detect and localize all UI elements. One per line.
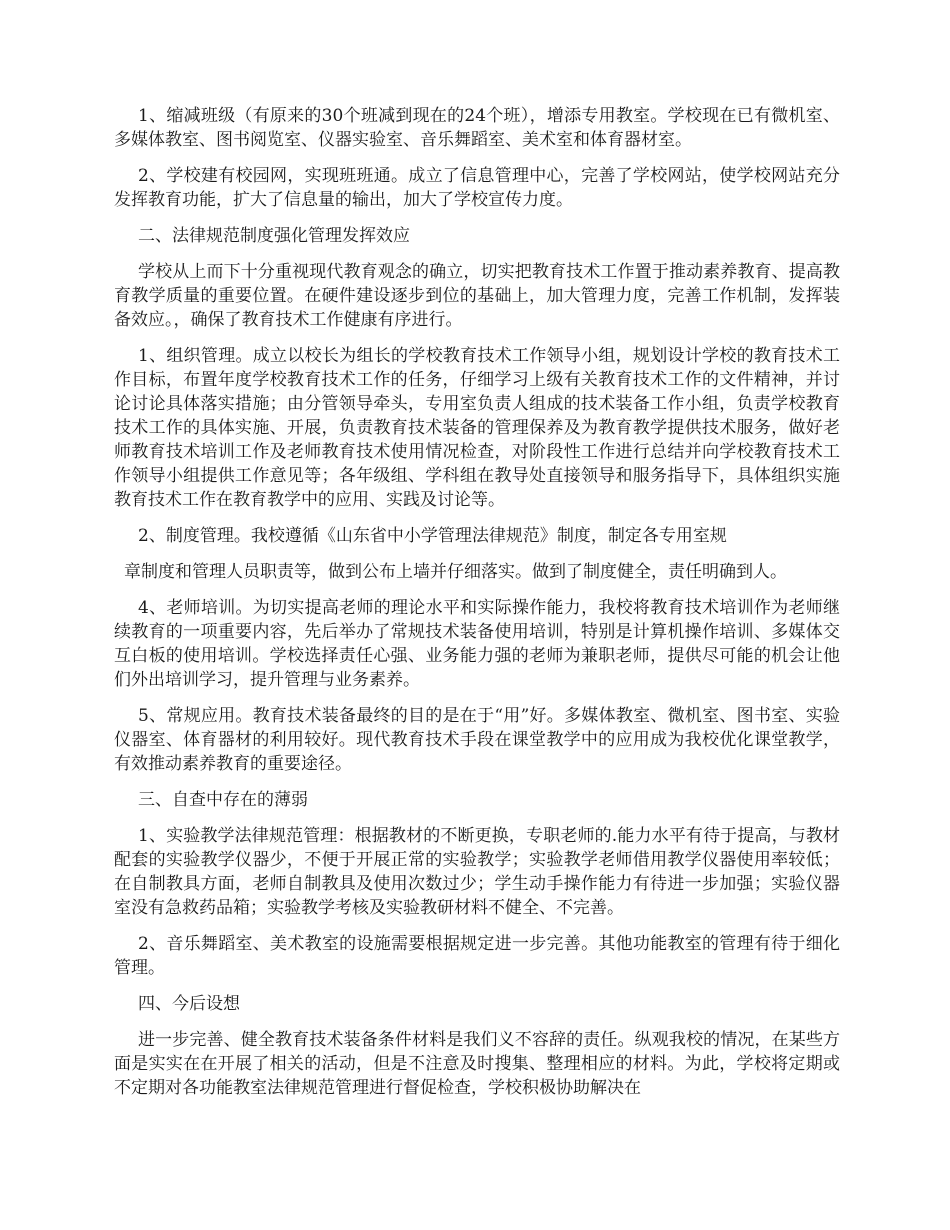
paragraph-organization-management: 1、组织管理。成立以校长为组长的学校教育技术工作领导小组，规划设计学校的教育技术工作目标，布置年度学校教育技术工作的任务，仔细学习上级有关教育技术工作的文件精神，并讨论讨论具体落实措施；由分管领导牵头，专用室负责人组成的技术装备工作小组，负责学校教育技术工作的具体实施、开展，负责教育技术装备的管理保养及为教育教学提供技术服务，做好老师教育技术培训工作及老师教育技术使用情况检查，对阶段性工作进行总结并向学校教育技术工作领导小组提供工作意见等；各年级组、学科组在教导处直接领导和服务指导下，具体组织实施教育技术工作在教育教学中的应用、实践及讨论等。 xyxy=(114,346,840,510)
section-heading-2: 二、法律规范制度强化管理发挥效应 xyxy=(138,226,410,246)
section-heading-3: 三、自查中存在的薄弱 xyxy=(138,790,308,810)
paragraph-routine-application: 5、常规应用。教育技术装备最终的目的是在于“用”好。多媒体教室、微机室、图书室、实验仪器室、体育器材的利用较好。现代教育技术手段在课堂教学中的应用成为我校优化课堂教学，有效推动素养教育的重要途径。 xyxy=(114,706,840,774)
paragraph-campus-network: 2、学校建有校园网，实现班班通。成立了信息管理中心，完善了学校网站，使学校网站充分发挥教育功能，扩大了信息量的输出，加大了学校宣传力度。 xyxy=(114,166,840,210)
document-page xyxy=(114,104,840,1112)
paragraph-system-management-cont: 章制度和管理人员职责等，做到公布上墙并仔细落实。做到了制度健全，责任明确到人。 xyxy=(124,562,787,582)
paragraph-enlarge-classrooms: 1、缩减班级（有原来的30个班减到现在的24个班），增添专用教室。学校现在已有微机室、多媒体教室、图书阅览室、仪器实验室、音乐舞蹈室、美术室和体育器材室。 xyxy=(114,106,840,150)
paragraph-education-concept: 学校从上而下十分重视现代教育观念的确立，切实把教育技术工作置于推动素养教育、提高教育教学质量的重要位置。在硬件建设逐步到位的基础上，加大管理力度，完善工作机制，发挥装备效应。，确保了教育技术工作健康有序进行。 xyxy=(114,262,840,330)
section-heading-4: 四、今后设想 xyxy=(138,994,240,1014)
paragraph-experiment-teaching: 1、实验教学法律规范管理：根据教材的不断更换，专职老师的.能力水平有待于提高，与教材配套的实验教学仪器少，不便于开展正常的实验教学；实验教学老师借用教学仪器使用率较低；在自制教具方面，老师自制教具及使用次数过少；学生动手操作能力有待进一步加强；实验仪器室没有急救药品箱；实验教学考核及实验教研材料不健全、不完善。 xyxy=(114,826,840,918)
paragraph-music-art-rooms: 2、音乐舞蹈室、美术教室的设施需要根据规定进一步完善。其他功能教室的管理有待于细化管理。 xyxy=(114,934,840,978)
paragraph-future-plans: 进一步完善、健全教育技术装备条件材料是我们义不容辞的责任。纵观我校的情况，在某些方面是实实在在开展了相关的活动，但是不注意及时搜集、整理相应的材料。为此，学校将定期或不定期对各功能教室法律规范管理进行督促检查，学校积极协助解决在 xyxy=(114,1030,840,1098)
paragraph-teacher-training: 4、老师培训。为切实提高老师的理论水平和实际操作能力，我校将教育技术培训作为老师继续教育的一项重要内容，先后举办了常规技术装备使用培训，特别是计算机操作培训、多媒体交互白板的使用培训。学校选择责任心强、业务能力强的老师为兼职老师，提供尽可能的机会让他们外出培训学习，提升管理与业务素养。 xyxy=(114,598,840,690)
paragraph-system-management: 2、制度管理。我校遵循《山东省中小学管理法律规范》制度，制定各专用室规 xyxy=(138,526,727,546)
